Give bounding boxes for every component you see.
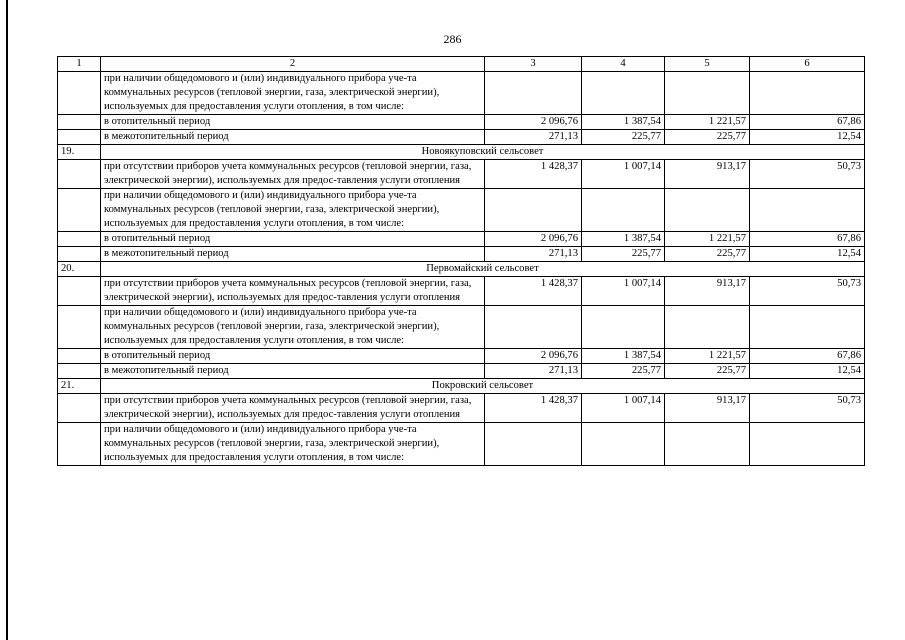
description-cell: в межотопительный период xyxy=(101,247,485,262)
value-cell-col4: 225,77 xyxy=(582,247,665,262)
header-cell: 5 xyxy=(665,57,750,72)
section-row xyxy=(58,379,865,394)
row-number-cell xyxy=(58,72,101,115)
tariff-table xyxy=(57,56,865,466)
table-row xyxy=(58,130,865,145)
table-row xyxy=(58,364,865,379)
value-cell-col3: 271,13 xyxy=(485,130,582,145)
description-cell: при наличии общедомового и (или) индивидуального прибора уче-та коммунальных ресурсов (тепловой энергии, газа, электрической энергии), используемых для предоставления услуги отопления, в том числе: xyxy=(101,423,485,466)
value-cell-col6: 67,86 xyxy=(750,349,865,364)
value-cell-col5: 913,17 xyxy=(665,277,750,306)
description-cell: при отсутствии приборов учета коммунальных ресурсов (тепловой энергии, газа, электрической энергии), используемых для предос-тавления услуги отопления xyxy=(101,160,485,189)
value-cell-col5 xyxy=(665,423,750,466)
value-cell-col3: 2 096,76 xyxy=(485,349,582,364)
value-cell-col3: 271,13 xyxy=(485,364,582,379)
page-number: 286 xyxy=(443,32,462,46)
value-cell-col3 xyxy=(485,189,582,232)
header-cell: 2 xyxy=(101,57,485,72)
value-cell-col5: 1 221,57 xyxy=(665,349,750,364)
section-title: Первомайский сельсовет xyxy=(101,262,865,277)
description-cell: в отопительный период xyxy=(101,115,485,130)
value-cell-col3: 1 428,37 xyxy=(485,277,582,306)
value-cell-col3: 271,13 xyxy=(485,247,582,262)
value-cell-col5: 1 221,57 xyxy=(665,115,750,130)
value-cell-col5 xyxy=(665,189,750,232)
table-row xyxy=(58,423,865,466)
value-cell-col5 xyxy=(665,306,750,349)
value-cell-col6: 50,73 xyxy=(750,277,865,306)
table-row xyxy=(58,306,865,349)
row-number-cell xyxy=(58,160,101,189)
table-row xyxy=(58,394,865,423)
row-number-cell xyxy=(58,115,101,130)
value-cell-col5 xyxy=(665,72,750,115)
table-row xyxy=(58,349,865,364)
table-row xyxy=(58,189,865,232)
value-cell-col4 xyxy=(582,189,665,232)
row-number-cell xyxy=(58,232,101,247)
table-row xyxy=(58,115,865,130)
value-cell-col5: 913,17 xyxy=(665,160,750,189)
table-row xyxy=(58,247,865,262)
value-cell-col3 xyxy=(485,423,582,466)
value-cell-col5: 1 221,57 xyxy=(665,232,750,247)
value-cell-col3 xyxy=(485,72,582,115)
description-cell: при наличии общедомового и (или) индивидуального прибора уче-та коммунальных ресурсов (тепловой энергии, газа, электрической энергии), используемых для предоставления услуги отопления, в том числе: xyxy=(101,189,485,232)
value-cell-col4: 225,77 xyxy=(582,130,665,145)
value-cell-col5: 225,77 xyxy=(665,130,750,145)
value-cell-col5: 225,77 xyxy=(665,247,750,262)
value-cell-col4: 1 387,54 xyxy=(582,232,665,247)
table-row xyxy=(58,160,865,189)
value-cell-col5: 225,77 xyxy=(665,364,750,379)
value-cell-col4 xyxy=(582,423,665,466)
value-cell-col6 xyxy=(750,423,865,466)
table-body xyxy=(58,57,865,466)
value-cell-col4: 1 007,14 xyxy=(582,277,665,306)
value-cell-col4: 1 007,14 xyxy=(582,160,665,189)
value-cell-col3: 1 428,37 xyxy=(485,394,582,423)
description-cell: в межотопительный период xyxy=(101,130,485,145)
row-number-cell xyxy=(58,394,101,423)
value-cell-col6: 67,86 xyxy=(750,232,865,247)
value-cell-col3: 2 096,76 xyxy=(485,115,582,130)
table-row xyxy=(58,232,865,247)
value-cell-col6: 12,54 xyxy=(750,130,865,145)
row-number-cell xyxy=(58,349,101,364)
description-cell: при отсутствии приборов учета коммунальных ресурсов (тепловой энергии, газа, электрической энергии), используемых для предос-тавления услуги отопления xyxy=(101,277,485,306)
value-cell-col3: 1 428,37 xyxy=(485,160,582,189)
section-number: 20. xyxy=(58,262,101,277)
value-cell-col4: 1 387,54 xyxy=(582,115,665,130)
description-cell: при наличии общедомового и (или) индивидуального прибора уче-та коммунальных ресурсов (тепловой энергии, газа, электрической энергии), используемых для предоставления услуги отопления, в том числе: xyxy=(101,72,485,115)
value-cell-col6 xyxy=(750,306,865,349)
value-cell-col3 xyxy=(485,306,582,349)
value-cell-col6 xyxy=(750,189,865,232)
section-number: 21. xyxy=(58,379,101,394)
description-cell: в отопительный период xyxy=(101,232,485,247)
table-row xyxy=(58,72,865,115)
value-cell-col4: 1 007,14 xyxy=(582,394,665,423)
section-title: Новоякуповский сельсовет xyxy=(101,145,865,160)
row-number-cell xyxy=(58,277,101,306)
row-number-cell xyxy=(58,423,101,466)
section-row xyxy=(58,145,865,160)
description-cell: при отсутствии приборов учета коммунальных ресурсов (тепловой энергии, газа, электрической энергии), используемых для предос-тавления услуги отопления xyxy=(101,394,485,423)
page-edge-line xyxy=(6,0,8,640)
value-cell-col6: 12,54 xyxy=(750,247,865,262)
section-title: Покровский сельсовет xyxy=(101,379,865,394)
section-row xyxy=(58,262,865,277)
row-number-cell xyxy=(58,306,101,349)
header-cell: 4 xyxy=(582,57,665,72)
value-cell-col4: 1 387,54 xyxy=(582,349,665,364)
value-cell-col6: 67,86 xyxy=(750,115,865,130)
table-row xyxy=(58,277,865,306)
row-number-cell xyxy=(58,189,101,232)
section-number: 19. xyxy=(58,145,101,160)
header-cell: 3 xyxy=(485,57,582,72)
value-cell-col5: 913,17 xyxy=(665,394,750,423)
header-cell: 6 xyxy=(750,57,865,72)
description-cell: в отопительный период xyxy=(101,349,485,364)
value-cell-col4 xyxy=(582,72,665,115)
value-cell-col6: 50,73 xyxy=(750,160,865,189)
value-cell-col6 xyxy=(750,72,865,115)
value-cell-col4 xyxy=(582,306,665,349)
value-cell-col6: 50,73 xyxy=(750,394,865,423)
row-number-cell xyxy=(58,247,101,262)
row-number-cell xyxy=(58,130,101,145)
description-cell: в межотопительный период xyxy=(101,364,485,379)
table-header-row xyxy=(58,57,865,72)
value-cell-col3: 2 096,76 xyxy=(485,232,582,247)
value-cell-col6: 12,54 xyxy=(750,364,865,379)
value-cell-col4: 225,77 xyxy=(582,364,665,379)
description-cell: при наличии общедомового и (или) индивидуального прибора уче-та коммунальных ресурсов (тепловой энергии, газа, электрической энергии), используемых для предоставления услуги отопления, в том числе: xyxy=(101,306,485,349)
header-cell: 1 xyxy=(58,57,101,72)
row-number-cell xyxy=(58,364,101,379)
